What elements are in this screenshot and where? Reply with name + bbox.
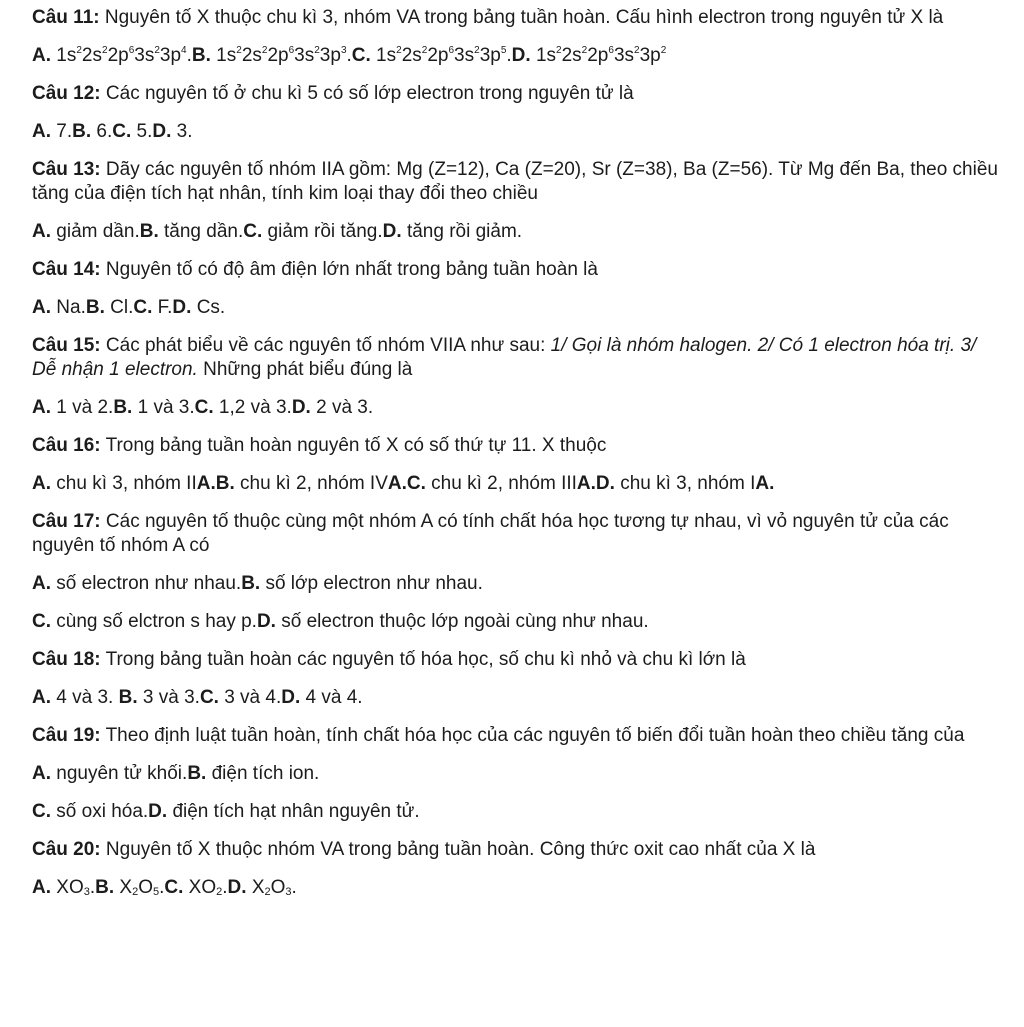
question-number: Câu 18: [32,649,101,670]
question-19-options-line1: A. nguyên tử khối.B. điện tích ion. [32,763,320,784]
question-12-options: A. 7.B. 6.C. 5.D. 3. [32,121,193,142]
question-14 [32,258,1002,282]
question-stem-end: Những phát biểu đúng là [197,359,413,380]
question-16-options: A. chu kì 3, nhóm IIA.B. chu kì 2, nhóm IVA.C. chu kì 2, nhóm IIIA.D. chu kì 3, nhóm IA. [32,473,775,494]
question-number: Câu 15: [32,335,101,356]
question-11 [32,6,1002,30]
question-18 [32,648,1002,672]
question-stem: Các nguyên tố thuộc cùng một nhóm A có tính chất hóa học tương tự nhau, vì vỏ nguyên tử của các nguyên tố nhóm A có [32,511,949,556]
question-16 [32,434,1002,458]
question-17 [32,510,1002,558]
question-number: Câu 14: [32,259,101,280]
question-stem: Các nguyên tố ở chu kì 5 có số lớp electron trong nguyên tử là [100,83,634,104]
question-20 [32,838,1002,862]
question-19 [32,724,1002,748]
question-17-options-line1: A. số electron như nhau.B. số lớp electron như nhau. [32,573,483,594]
question-19-options-line2: C. số oxi hóa.D. điện tích hạt nhân nguyên tử. [32,801,420,822]
question-stem: Theo định luật tuần hoàn, tính chất hóa học của các nguyên tố biến đổi tuần hoàn theo chiều tăng của [100,725,965,746]
question-15-options: A. 1 và 2.B. 1 và 3.C. 1,2 và 3.D. 2 và 3. [32,397,374,418]
question-number: Câu 20: [32,839,101,860]
question-number: Câu 11: [32,7,100,28]
question-stem: Nguyên tố X thuộc chu kì 3, nhóm VA trong bảng tuần hoàn. Cấu hình electron trong nguyên tử X là [99,7,944,28]
question-15 [32,334,1002,382]
question-12 [32,82,1002,106]
question-18-options: A. 4 và 3. B. 3 và 3.C. 3 và 4.D. 4 và 4. [32,687,363,708]
question-11-options: A. $1s^22s^22p^63s^23p^4.B$. $1s^22s^22p^63s^23p^3.C$. $1s^22s^22p^63s^23p^5.D$. $1s^22s^22p^63s^23p^2$ [32,45,667,66]
question-stem: Nguyên tố có độ âm điện lớn nhất trong bảng tuần hoàn là [100,259,598,280]
question-number: Câu 16: [32,435,101,456]
question-20-options: A. $XO_3.B$. $X_2O_5.C$. $XO_2.D$. $X_2O_3$. [32,877,297,898]
question-stem: Các phát biểu về các nguyên tố nhóm VIIA như sau: [100,335,551,356]
question-number: Câu 17: [32,511,101,532]
question-stem: Trong bảng tuần hoàn nguyên tố X có số thứ tự 11. X thuộc [100,435,607,456]
question-number: Câu 13: [32,159,101,180]
question-number: Câu 19: [32,725,101,746]
question-stem: Nguyên tố X thuộc nhóm VA trong bảng tuần hoàn. Công thức oxit cao nhất của X là [100,839,816,860]
question-13-options: A. giảm dần.B. tăng dần.C. giảm rồi tăng.D. tăng rồi giảm. [32,221,523,242]
question-stem: Dãy các nguyên tố nhóm IIA gồm: Mg (Z=12), Ca (Z=20), Sr (Z=38), Ba (Z=56). Từ Mg đến Ba, theo chiều tăng của điện tích hạt nhân, tính kim loại thay đổi theo chiều [32,159,998,204]
question-14-options: A. Na.B. Cl.C. F.D. Cs. [32,297,226,318]
question-13 [32,158,1002,206]
question-number: Câu 12: [32,83,101,104]
question-17-options-line2: C. cùng số elctron s hay p.D. số electron thuộc lớp ngoài cùng như nhau. [32,611,649,632]
question-stem-statements: 1/ Gọi là nhóm halogen. 2/ Có 1 electron hóa trị. 3/ Dễ nhận 1 electron. [32,335,977,380]
question-stem: Trong bảng tuần hoàn các nguyên tố hóa học, số chu kì nhỏ và chu kì lớn là [100,649,746,670]
